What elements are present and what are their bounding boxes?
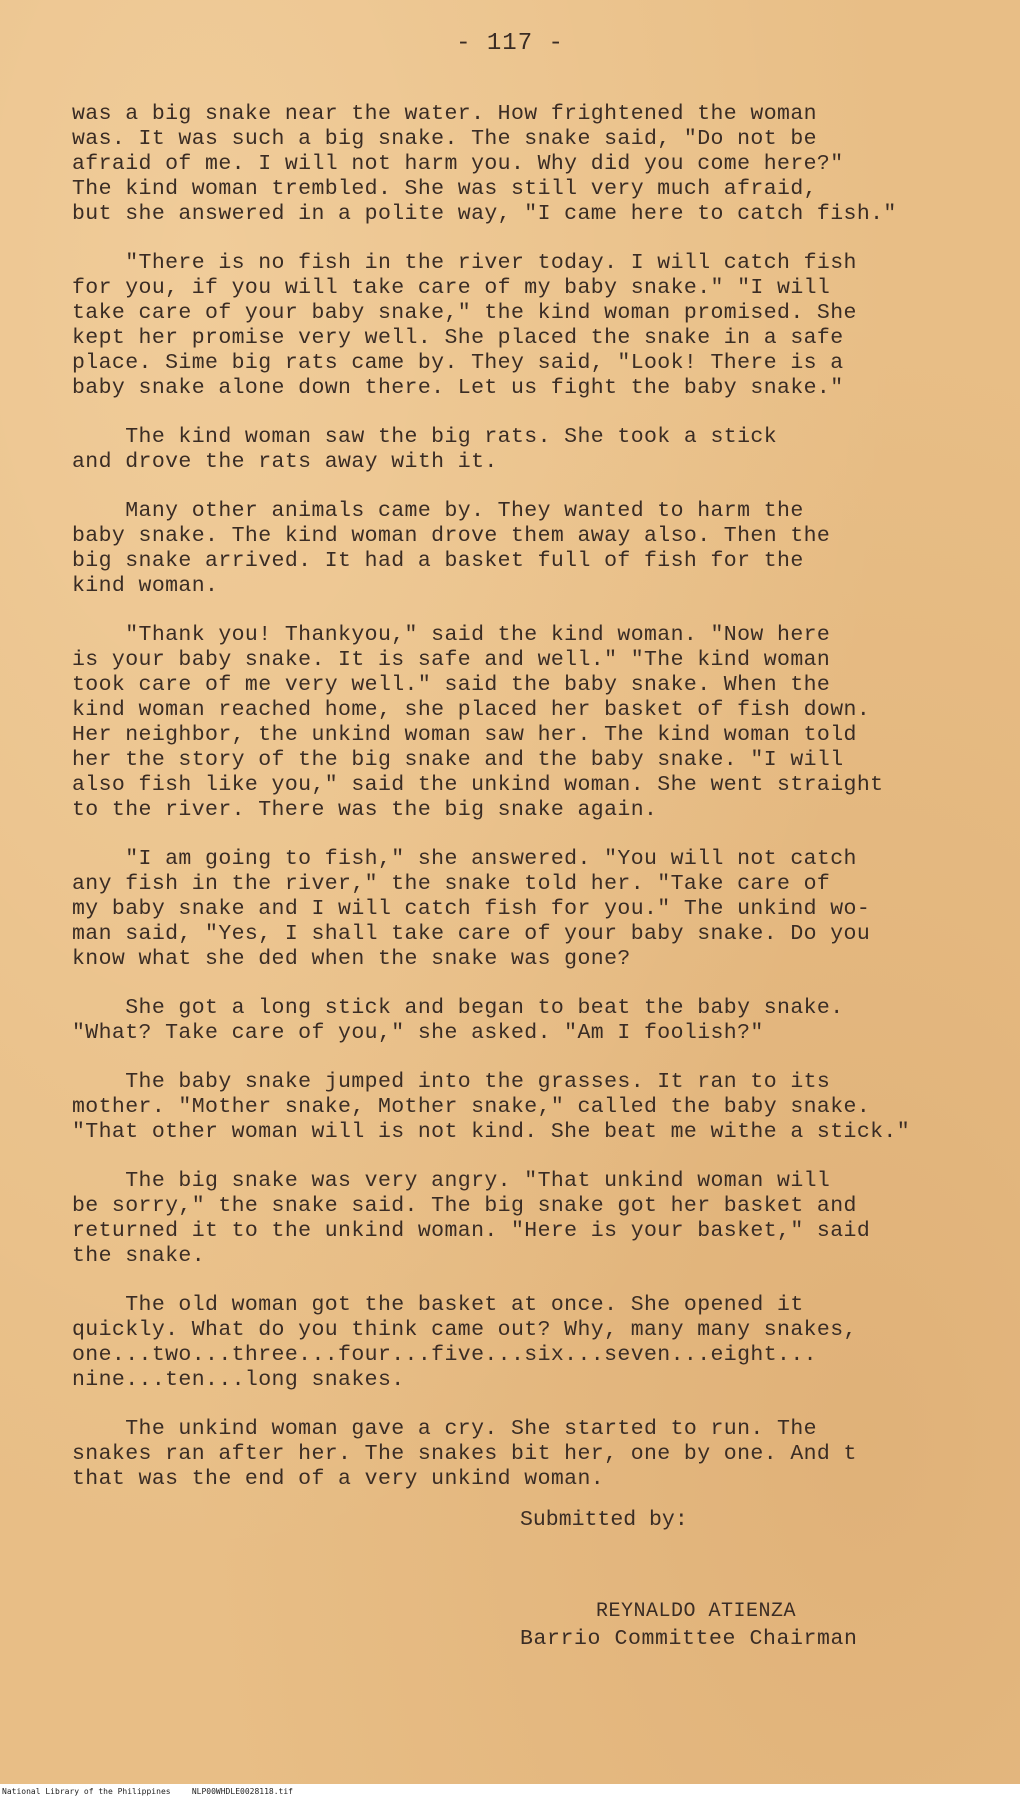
text-line: The unkind woman gave a cry. She started to run. The: [72, 1417, 817, 1441]
text-line: She got a long stick and began to beat the baby snake.: [72, 996, 844, 1020]
text-line: The big snake was very angry. "That unkind woman will: [72, 1169, 831, 1193]
text-line: "There is no fish in the river today. I will catch fish: [72, 251, 857, 275]
text-line: returned it to the unkind woman. "Here is your basket," said: [72, 1219, 871, 1243]
signer-title: Barrio Committee Chairman: [520, 1627, 858, 1651]
text-line: my baby snake and I will catch fish for you." The unkind wo-: [72, 897, 871, 921]
text-line: to the river. There was the big snake again.: [72, 798, 658, 822]
text-line: mother. "Mother snake, Mother snake," called the baby snake.: [72, 1095, 871, 1119]
text-line: that was the end of a very unkind woman.: [72, 1467, 605, 1491]
text-line: and drove the rats away with it.: [72, 450, 498, 474]
text-line: her the story of the big snake and the baby snake. "I will: [72, 748, 844, 772]
text-line: The baby snake jumped into the grasses. It ran to its: [72, 1070, 831, 1094]
scan-footer: [0, 1784, 1020, 1800]
footer-library: National Library of the Philippines: [2, 1787, 171, 1796]
signer-name: REYNALDO ATIENZA: [596, 1600, 797, 1623]
paragraph: [72, 1293, 1002, 1393]
text-line: was. It was such a big snake. The snake said, "Do not be: [72, 127, 817, 151]
text-line: quickly. What do you think came out? Why, many many snakes,: [72, 1318, 857, 1342]
text-line: kept her promise very well. She placed the snake in a safe: [72, 326, 844, 350]
paragraph: [72, 847, 1002, 972]
text-line: kind woman.: [72, 574, 219, 598]
paragraph: [72, 251, 1002, 401]
text-line: "That other woman will is not kind. She beat me withe a stick.": [72, 1120, 911, 1144]
paragraph: [72, 1070, 1002, 1145]
text-line: snakes ran after her. The snakes bit her, one by one. And t: [72, 1442, 857, 1466]
text-line: take care of your baby snake," the kind woman promised. She: [72, 301, 857, 325]
text-line: any fish in the river," the snake told her. "Take care of: [72, 872, 831, 896]
text-line: one...two...three...four...five...six...seven...eight...: [72, 1343, 817, 1367]
paragraph: [72, 102, 1002, 227]
text-line: "Thank you! Thankyou," said the kind woman. "Now here: [72, 623, 831, 647]
footer-file-id: NLP00WHDLE0028118.tif: [191, 1787, 293, 1796]
text-line: "What? Take care of you," she asked. "Am I foolish?": [72, 1021, 764, 1045]
text-line: The kind woman saw the big rats. She took a stick: [72, 425, 778, 449]
text-line: baby snake alone down there. Let us fight the baby snake.": [72, 376, 844, 400]
text-line: but she answered in a polite way, "I came here to catch fish.": [72, 202, 897, 226]
text-line: the snake.: [72, 1244, 206, 1268]
text-line: "I am going to fish," she answered. "You will not catch: [72, 847, 857, 871]
text-line: know what she ded when the snake was gone?: [72, 947, 631, 971]
paragraph: [72, 425, 1002, 475]
paragraph: [72, 996, 1002, 1046]
text-line: for you, if you will take care of my baby snake." "I will: [72, 276, 831, 300]
text-line: The old woman got the basket at once. She opened it: [72, 1293, 804, 1317]
text-line: is your baby snake. It is safe and well." "The kind woman: [72, 648, 831, 672]
text-line: be sorry," the snake said. The big snake got her basket and: [72, 1194, 857, 1218]
submitted-by-label: Submitted by:: [520, 1508, 688, 1532]
text-line: place. Sime big rats came by. They said, "Look! There is a: [72, 351, 844, 375]
text-line: man said, "Yes, I shall take care of your baby snake. Do you: [72, 922, 871, 946]
paragraph: [72, 499, 1002, 599]
text-line: Her neighbor, the unkind woman saw her. The kind woman told: [72, 723, 857, 747]
text-line: kind woman reached home, she placed her basket of fish down.: [72, 698, 871, 722]
paragraph: [72, 1417, 1002, 1492]
text-line: took care of me very well." said the baby snake. When the: [72, 673, 831, 697]
text-line: Many other animals came by. They wanted to harm the: [72, 499, 804, 523]
text-line: nine...ten...long snakes.: [72, 1368, 405, 1392]
paragraph: [72, 1169, 1002, 1269]
text-line: The kind woman trembled. She was still very much afraid,: [72, 177, 817, 201]
text-line: afraid of me. I will not harm you. Why did you come here?": [72, 152, 844, 176]
text-line: big snake arrived. It had a basket full of fish for the: [72, 549, 804, 573]
paragraph: [72, 623, 1002, 823]
story-text: [72, 102, 1002, 1516]
text-line: baby snake. The kind woman drove them away also. Then the: [72, 524, 831, 548]
page-number: - 117 -: [456, 30, 564, 57]
text-line: also fish like you," said the unkind woman. She went straight: [72, 773, 884, 797]
text-line: was a big snake near the water. How frightened the woman: [72, 102, 817, 126]
